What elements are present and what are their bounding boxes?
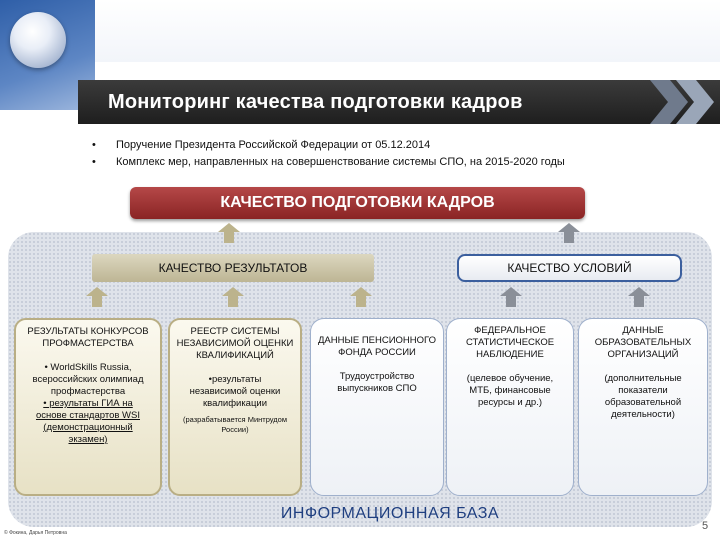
card-body: [21, 362, 155, 446]
up-arrow-icon: [500, 287, 522, 307]
up-arrow-icon: [628, 287, 650, 307]
card-line: профмастерства: [50, 386, 126, 397]
card-line: экзамен): [68, 434, 108, 445]
up-arrow-icon: [218, 223, 240, 243]
up-arrow-icon: [350, 287, 372, 307]
card-body: •результаты независимой оценки квалификации: [189, 374, 281, 409]
conditions-quality-bar: КАЧЕСТВО УСЛОВИЙ: [457, 254, 682, 282]
card-heading: ДАННЫЕ ОБРАЗОВАТЕЛЬНЫХ ОРГАНИЗАЦИЙ: [594, 325, 692, 360]
title-bar: [78, 80, 720, 124]
card-line: (демонстрационный: [43, 422, 133, 433]
card-body: (дополнительные показатели образовательной деятельности): [604, 373, 682, 420]
card-line: • результаты ГИА на: [43, 398, 133, 409]
card-line: • WorldSkills Russia,: [44, 362, 132, 373]
card-competitions: [14, 318, 162, 496]
up-arrow-icon: [222, 287, 244, 307]
chevrons-icon: [640, 80, 720, 124]
results-quality-bar: КАЧЕСТВО РЕЗУЛЬТАТОВ: [92, 254, 374, 282]
card-note: (разрабатывается Минтрудом России): [182, 415, 288, 434]
card-line: всероссийских олимпиад: [32, 374, 144, 385]
footer-credit: © Фокина, Дарья Петровна: [4, 530, 67, 536]
card-heading: РЕЗУЛЬТАТЫ КОНКУРСОВ ПРОФМАСТЕРСТВА: [27, 326, 149, 349]
card-pension-fund: [310, 318, 444, 496]
bullet-item: • Поручение Президента Российской Федерации от 05.12.2014: [92, 137, 712, 154]
card-heading: ДАННЫЕ ПЕНСИОННОГО ФОНДА РОССИИ: [317, 335, 437, 358]
info-base-label: ИНФОРМАЦИОННАЯ БАЗА: [280, 505, 500, 522]
up-arrow-icon: [86, 287, 108, 307]
orb-logo: [10, 12, 66, 68]
card-body: (целевое обучение, МТБ, финансовые ресурсы и др.): [466, 373, 554, 408]
bullet-list: [92, 137, 712, 171]
card-qualification-registry: [168, 318, 302, 496]
header-background: [0, 0, 720, 62]
card-federal-statistics: [446, 318, 574, 496]
card-body: Трудоустройство выпускников СПО: [337, 371, 417, 394]
page-number: 5: [702, 520, 709, 532]
main-banner: КАЧЕСТВО ПОДГОТОВКИ КАДРОВ: [130, 187, 585, 219]
page-title: Мониторинг качества подготовки кадров: [108, 90, 523, 113]
bullet-item: • Комплекс мер, направленных на совершенствование системы СПО, на 2015-2020 годы: [92, 154, 712, 171]
card-educational-organizations: [578, 318, 708, 496]
up-arrow-icon: [558, 223, 580, 243]
card-line: основе стандартов WSI: [35, 410, 140, 421]
card-heading: ФЕДЕРАЛЬНОЕ СТАТИСТИЧЕСКОЕ НАБЛЮДЕНИЕ: [465, 325, 555, 360]
card-heading: РЕЕСТР СИСТЕМЫ НЕЗАВИСИМОЙ ОЦЕНКИ КВАЛИФИКАЦИЙ: [176, 326, 294, 361]
